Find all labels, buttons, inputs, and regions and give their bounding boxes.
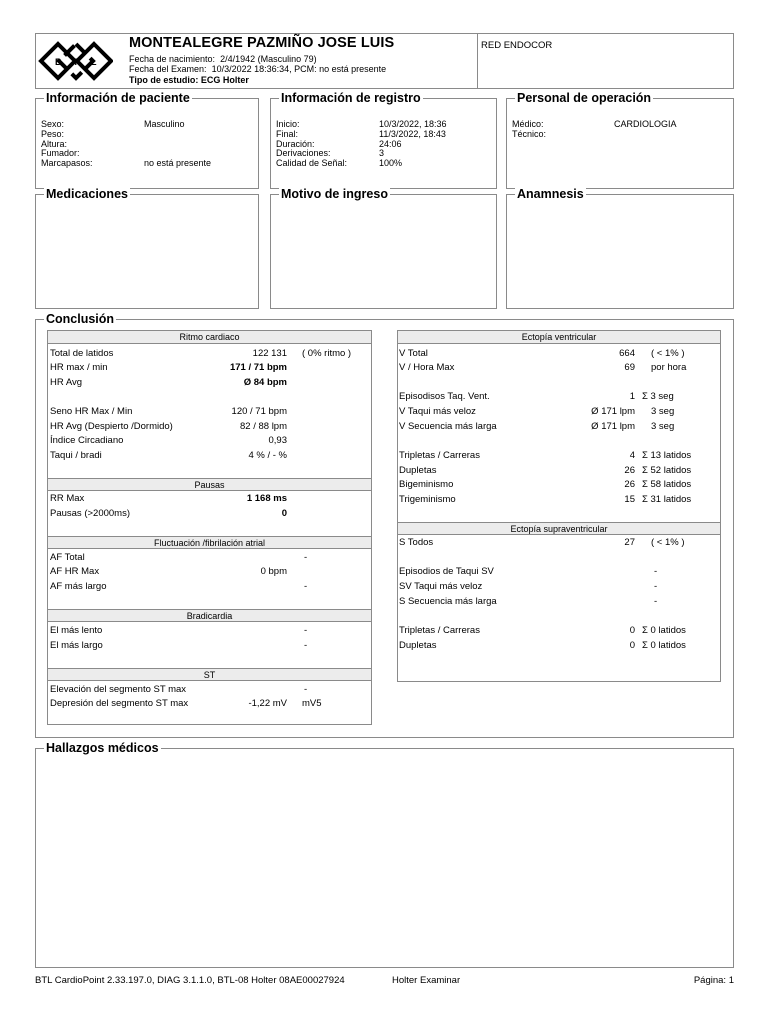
study-type-label: Tipo de estudio:: [129, 75, 199, 85]
medical-findings-title: Hallazgos médicos: [46, 741, 159, 755]
st-depression-lead: mV5: [302, 698, 322, 709]
st-elevation-value: -: [304, 684, 308, 695]
vt-episodes-label: Episodisos Taq. Vent.: [399, 391, 490, 402]
exam-date-value: 10/3/2022 18:36:34, PCM: no está presente: [211, 64, 387, 74]
st-elevation-row: [48, 683, 371, 697]
v-triplets-label: Tripletas / Carreras: [399, 450, 480, 461]
st-depression-label: Depresión del segmento ST max: [50, 698, 189, 709]
sex-label: Sexo:: [41, 119, 65, 129]
circadian-row: [48, 434, 371, 448]
study-type-value: ECG Holter: [200, 75, 249, 85]
birth-date-line: [129, 54, 317, 64]
af-hr-max-row: [48, 565, 371, 579]
admission-reason-panel: [270, 187, 497, 309]
header-divider: [477, 34, 478, 88]
s-longest-row: [398, 595, 720, 609]
height-label: Altura:: [41, 138, 68, 149]
sinus-value: 120 / 71 bpm: [231, 406, 287, 417]
start-value: 10/3/2022, 18:36: [379, 119, 447, 129]
total-beats-unit: ( 0% ritmo ): [302, 348, 352, 359]
hr-avg-label: HR Avg: [50, 377, 83, 388]
anamnesis-title: Anamnesis: [517, 187, 584, 201]
st-depression-row: [48, 697, 371, 711]
module-name: Holter Examinar: [392, 975, 461, 986]
v-total-label: V Total: [399, 348, 428, 359]
vt-longest-label: V Secuencia más larga: [399, 421, 497, 432]
technician-label: Técnico:: [512, 128, 547, 139]
s-total-value: 27: [624, 537, 635, 548]
heart-rhythm-header: Ritmo cardiaco: [48, 331, 371, 344]
s-triplets-sum: Σ 0 latidos: [642, 625, 686, 636]
leads-label: Derivaciones:: [276, 148, 331, 159]
medications-title: Medicaciones: [46, 187, 128, 201]
s-total-row: [398, 536, 720, 550]
hr-avg-sleep-label: HR Avg (Despierto /Dormido): [50, 421, 173, 432]
record-info-values: [379, 120, 447, 169]
vt-episodes-duration: Σ 3 seg: [642, 391, 674, 402]
pacemaker-value: no está presente: [144, 158, 212, 169]
weight-label: Peso:: [41, 128, 65, 139]
hr-max-value: 171 / 71 bpm: [229, 362, 287, 373]
v-hour-row: [398, 361, 720, 375]
svg-text:T: T: [73, 57, 79, 67]
v-couplets-row: [398, 464, 720, 478]
patient-info-labels: [41, 120, 93, 169]
vt-fastest-row: [398, 405, 720, 419]
leads-value: 3: [379, 148, 385, 159]
tachy-brady-label: Taqui / bradi: [50, 450, 102, 461]
svg-text:L: L: [91, 57, 97, 67]
hr-max-row: [48, 361, 371, 375]
total-beats-label: Total de latidos: [50, 348, 114, 359]
tachy-brady-value: 4 % / - %: [248, 450, 287, 461]
doctor-value: CARDIOLOGIA: [614, 119, 677, 129]
brady-longest-label: El más largo: [50, 640, 103, 651]
vt-longest-row: [398, 420, 720, 434]
af-longest-label: AF más largo: [50, 581, 107, 592]
brady-longest-value: -: [304, 640, 308, 651]
v-triplets-row: [398, 449, 720, 463]
slowest-row: [48, 624, 371, 638]
brady-header: Bradicardia: [48, 609, 371, 622]
exam-date-line: [129, 64, 386, 74]
sinus-label: Seno HR Max / Min: [50, 406, 133, 417]
btl-logo: [38, 41, 113, 81]
medical-findings-panel: [35, 741, 734, 968]
af-hr-max-value: 0 bpm: [260, 566, 287, 577]
st-elevation-label: Elevación del segmento ST max: [50, 684, 187, 695]
v-couplets-sum: Σ 52 latidos: [642, 465, 692, 476]
pauses-label: Pausas (>2000ms): [50, 508, 130, 519]
page-footer: [35, 975, 734, 986]
record-info-title: Información de registro: [281, 91, 421, 105]
admission-reason-title: Motivo de ingreso: [281, 187, 388, 201]
svt-fastest-value: -: [654, 581, 658, 592]
bigeminy-row: [398, 478, 720, 492]
v-triplets-sum: Σ 13 latidos: [642, 450, 692, 461]
svt-fastest-label: SV Taqui más veloz: [399, 581, 483, 592]
end-label: Final:: [276, 128, 299, 139]
hr-avg-row: [48, 376, 371, 390]
organization-name: RED ENDOCOR: [481, 40, 553, 51]
af-longest-value: -: [304, 581, 308, 592]
v-hour-label: V / Hora Max: [399, 362, 455, 373]
s-total-pct: ( < 1% ): [651, 537, 685, 548]
pacemaker-label: Marcapasos:: [41, 158, 93, 169]
vt-longest-duration: 3 seg: [651, 421, 675, 432]
pauses-row: [48, 507, 371, 521]
af-header: Fluctuación /fibrilación atrial: [48, 536, 371, 549]
st-header: ST: [48, 668, 371, 681]
v-couplets-label: Dupletas: [399, 465, 437, 476]
rr-max-label: RR Max: [50, 493, 85, 504]
patient-info-title: Información de paciente: [46, 91, 190, 105]
s-couplets-sum: Σ 0 latidos: [642, 640, 686, 651]
smoker-label: Fumador:: [41, 148, 80, 159]
vt-longest-value: Ø 171 lpm: [591, 421, 635, 432]
patient-name: MONTEALEGRE PAZMIÑO JOSE LUIS: [129, 35, 395, 51]
operation-staff-title: Personal de operación: [517, 91, 652, 105]
v-total-row: [398, 347, 720, 361]
slowest-label: El más lento: [50, 625, 103, 636]
doctor-label: Médico:: [512, 119, 544, 129]
s-triplets-row: [398, 624, 720, 638]
af-hr-max-label: AF HR Max: [50, 566, 100, 577]
st-depression-value: -1,22 mV: [248, 698, 287, 709]
hr-avg-sleep-row: [48, 420, 371, 434]
v-hour-value: 69: [624, 362, 635, 373]
trigeminy-value: 15: [624, 494, 635, 505]
hr-max-label: HR max / min: [50, 362, 108, 373]
af-total-label: AF Total: [50, 552, 85, 563]
trigeminy-sum: Σ 31 latidos: [642, 494, 692, 505]
bigeminy-sum: Σ 58 latidos: [642, 479, 692, 490]
pauses-header: Pausas: [48, 478, 371, 491]
vt-fastest-duration: 3 seg: [651, 406, 675, 417]
signal-quality-value: 100%: [379, 158, 403, 169]
s-couplets-label: Dupletas: [399, 640, 437, 651]
v-hour-unit: por hora: [651, 362, 687, 373]
brady-longest-row: [48, 639, 371, 653]
circadian-value: 0,93: [268, 435, 287, 446]
exam-date-label: Fecha del Examen:: [129, 64, 207, 74]
conclusion-title: Conclusión: [46, 312, 115, 326]
af-total-value: -: [304, 552, 308, 563]
s-longest-label: S Secuencia más larga: [399, 596, 497, 607]
af-longest-row: [48, 580, 371, 594]
record-info-labels: [276, 120, 347, 169]
v-couplets-value: 26: [624, 465, 635, 476]
end-value: 11/3/2022, 18:43: [379, 128, 446, 139]
operation-staff-labels: [512, 120, 546, 140]
svt-fastest-row: [398, 580, 720, 594]
page-number: Página: 1: [693, 975, 734, 986]
s-longest-value: -: [654, 596, 658, 607]
birth-date-value: 2/4/1942 (Masculino 79): [220, 54, 317, 64]
s-couplets-row: [398, 639, 720, 653]
trigeminy-label: Trigeminismo: [399, 494, 456, 505]
bigeminy-value: 26: [624, 479, 635, 490]
svt-episodes-value: -: [654, 566, 658, 577]
svt-episodes-row: [398, 565, 720, 579]
total-beats-row: [48, 347, 371, 361]
slowest-value: -: [304, 625, 308, 636]
left-stats-table: [47, 330, 372, 725]
sinus-row: [48, 405, 371, 419]
study-type-line: [129, 75, 249, 85]
vt-fastest-value: Ø 171 lpm: [591, 406, 635, 417]
height-value: [144, 140, 211, 150]
v-total-value: 664: [619, 348, 635, 359]
svt-episodes-label: Episodios de Taqui SV: [399, 566, 494, 577]
vt-fastest-label: V Taqui más veloz: [399, 406, 476, 417]
svg-text:B: B: [55, 57, 62, 67]
s-couplets-value: 0: [629, 640, 635, 651]
hr-avg-value: Ø 84 bpm: [243, 377, 287, 388]
supraventricular-header: Ectopía supraventricular: [398, 522, 720, 535]
patient-info-values: [144, 120, 211, 169]
medications-panel: [35, 187, 259, 309]
signal-quality-label: Calidad de Señal:: [276, 158, 348, 169]
vt-episodes-value: 1: [629, 391, 635, 402]
vt-episodes-row: [398, 390, 720, 404]
circadian-label: Índice Circadiano: [50, 435, 124, 446]
trigeminy-row: [398, 493, 720, 507]
v-total-pct: ( < 1% ): [651, 348, 685, 359]
sex-value: Masculino: [144, 119, 185, 129]
tachy-brady-row: [48, 449, 371, 463]
operation-staff-values: [614, 120, 677, 130]
right-stats-table: [397, 330, 721, 682]
s-triplets-label: Tripletas / Carreras: [399, 625, 480, 636]
v-triplets-value: 4: [629, 450, 635, 461]
bigeminy-label: Bigeminismo: [399, 479, 454, 490]
rr-max-value: 1 168 ms: [246, 493, 287, 504]
weight-value: [144, 130, 211, 140]
ventricular-header: Ectopía ventricular: [398, 331, 720, 344]
start-label: Inicio:: [276, 119, 300, 129]
s-triplets-value: 0: [629, 625, 635, 636]
s-total-label: S Todos: [399, 537, 434, 548]
birth-date-label: Fecha de nacimiento:: [129, 54, 216, 64]
rr-max-row: [48, 492, 371, 506]
af-total-row: [48, 551, 371, 565]
operation-staff-panel: [506, 91, 734, 189]
software-version: BTL CardioPoint 2.33.197.0, DIAG 3.1.1.0, BTL-08 Holter 08AE00027924: [35, 975, 345, 986]
duration-value: 24:06: [379, 138, 402, 149]
total-beats-value: 122 131: [252, 348, 287, 359]
anamnesis-panel: [506, 187, 734, 309]
duration-label: Duración:: [276, 138, 315, 149]
pauses-value: 0: [281, 508, 287, 519]
hr-avg-sleep-value: 82 / 88 lpm: [240, 421, 287, 432]
